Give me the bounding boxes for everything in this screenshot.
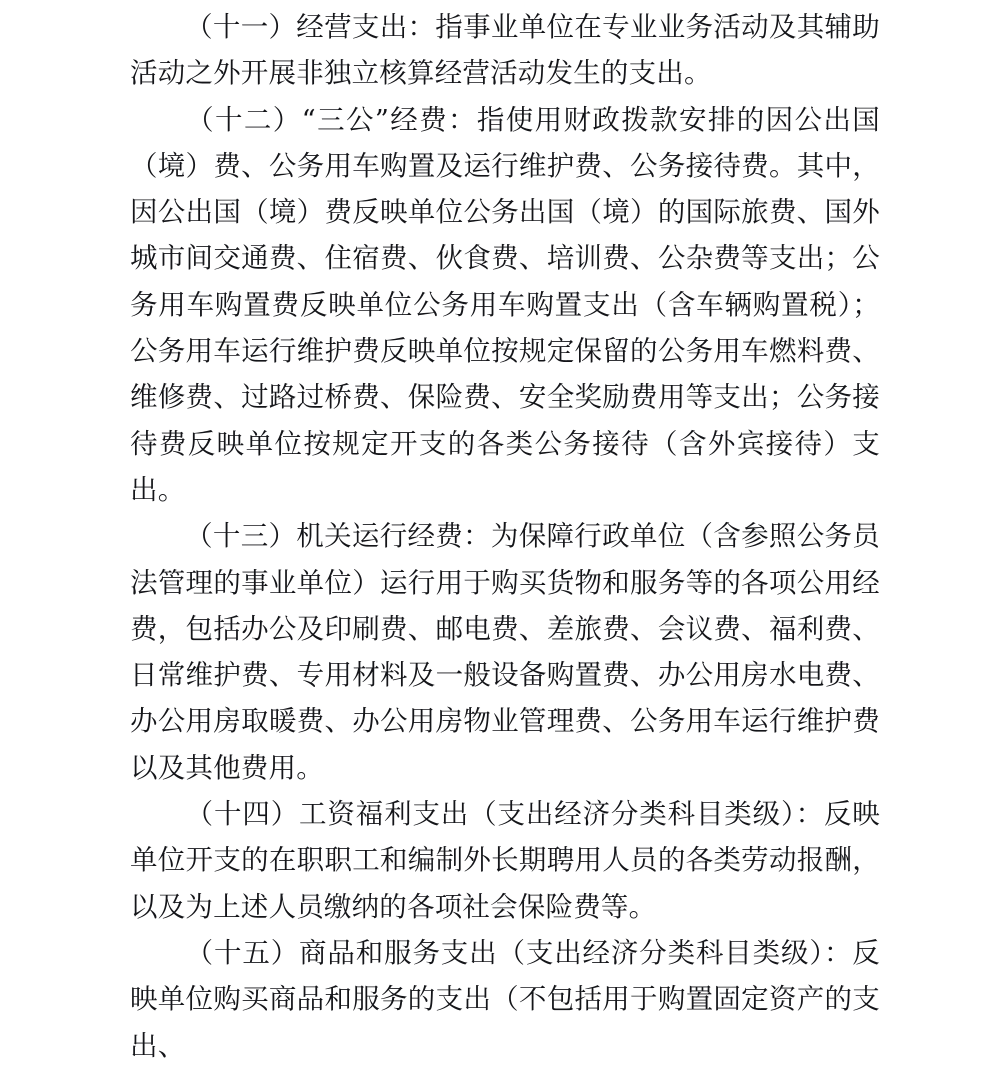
paragraph-text: （十三）机关运行经费：为保障行政单位（含参照公务员法管理的事业单位）运行用于购买货物和服务等的各项公用经费，包括办公及印刷费、邮电费、差旅费、会议费、福利费、日常维护费、专用材料及一般设备购置费、办公用房水电费、办公用房取暖费、办公用房物业管理费、公务用车运行维护费以及其他费用。 [130,520,880,784]
document-body [130,0,880,1069]
paragraph-text: （十四）工资福利支出（支出经济分类科目类级）：反映单位开支的在职职工和编制外长期聘用人员的各类劳动报酬，以及为上述人员缴纳的各项社会保险费等。 [130,798,880,923]
paragraph-text: （十一）经营支出：指事业单位在专业业务活动及其辅助活动之外开展非独立核算经营活动发生的支出。 [130,11,880,90]
paragraph-13 [130,513,880,791]
paragraph-11 [130,4,880,97]
paragraph-text: （十二）“三公”经费：指使用财政拨款安排的因公出国（境）费、公务用车购置及运行维护费、公务接待费。其中，因公出国（境）费反映单位公务出国（境）的国际旅费、国外城市间交通费、住宿费、伙食费、培训费、公杂费等支出；公务用车购置费反映单位公务用车购置支出（含车辆购置税）；公务用车运行维护费反映单位按规定保留的公务用车燃料费、维修费、过路过桥费、保险费、安全奖励费用等支出；公务接待费反映单位按规定开支的各类公务接待（含外宾接待）支出。 [130,103,880,506]
paragraph-14 [130,791,880,930]
paragraph-15 [130,930,880,1069]
paragraph-12 [130,97,880,514]
paragraph-text: （十五）商品和服务支出（支出经济分类科目类级）：反映单位购买商品和服务的支出（不包括用于购置固定资产的支出、 [130,936,880,1062]
